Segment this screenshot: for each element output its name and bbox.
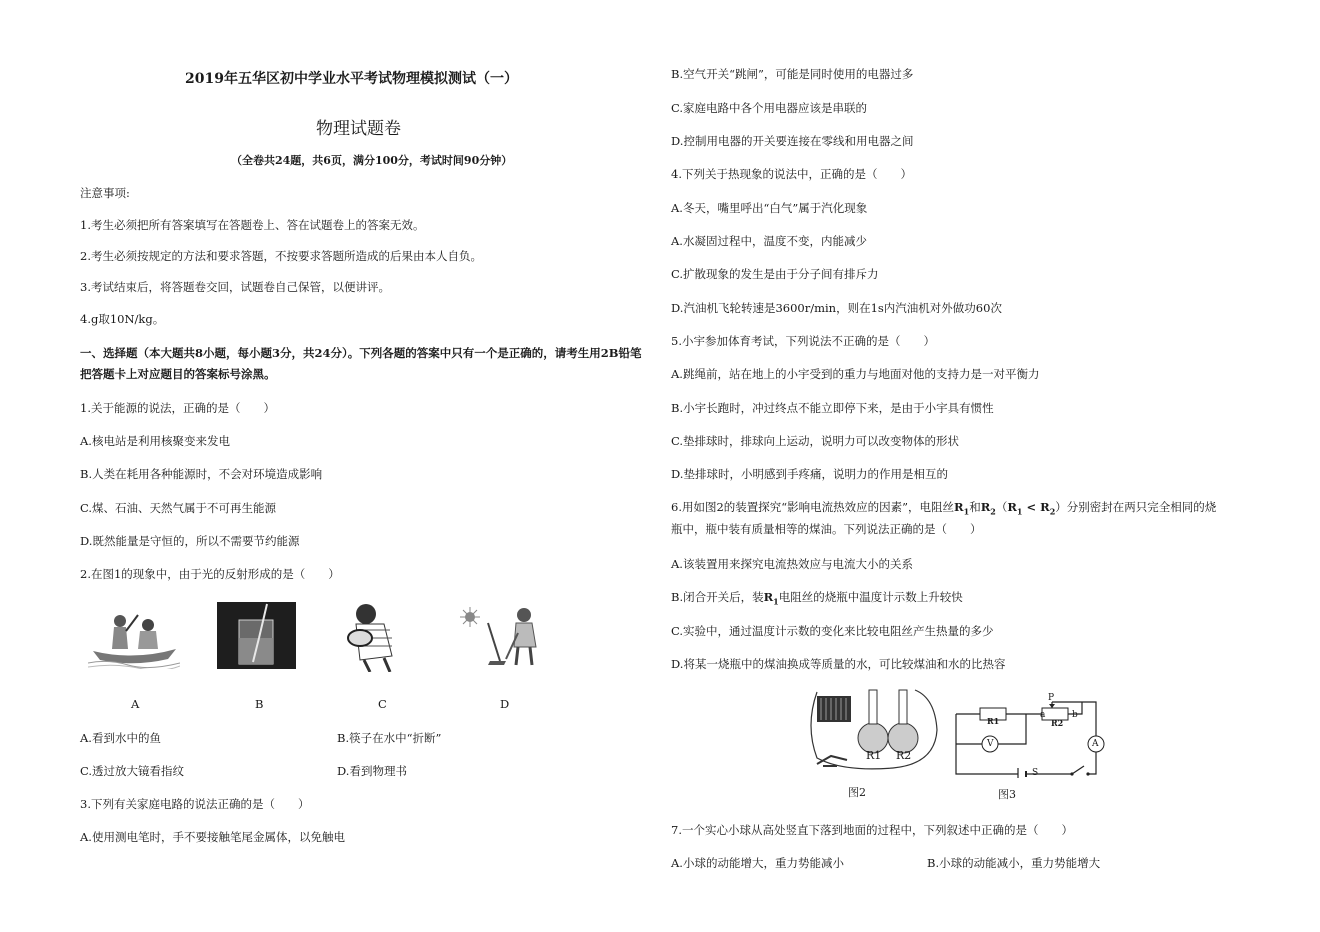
- cmp-lt: <: [1022, 500, 1041, 514]
- q6-optb-r: R: [763, 590, 774, 604]
- q6-stem-line2: 瓶中，瓶中装有质量相等的煤油。下列说法正确的是（ ）: [671, 522, 982, 536]
- q4-option: D.汽油机飞轮转速是3600r/min，则在1s内汽油机对外做功60次: [671, 301, 1002, 315]
- q5-option: D.垫排球时，小明感到手疼痛，说明力的作用是相互的: [671, 467, 948, 481]
- notes-heading: 注意事项:: [80, 186, 130, 200]
- q3-option: D.控制用电器的开关要连接在零线和用电器之间: [671, 134, 914, 148]
- q6-option: [671, 590, 963, 608]
- q1-option: B.人类在耗用各种能源时，不会对环境造成影响: [80, 467, 323, 481]
- note-item: 1.考生必须把所有答案填写在答题卷上、答在试题卷上的答案无效。: [80, 218, 425, 232]
- r1-subscript: 1: [963, 506, 970, 517]
- fig1-book-image: [458, 603, 553, 668]
- fig2-caption: 图2: [848, 786, 866, 799]
- q4-option: C.扩散现象的发生是由于分子间有排斥力: [671, 267, 879, 281]
- fig3-r1-label: R1: [987, 716, 1000, 726]
- q4-option: A.冬天，嘴里呼出“白气”属于汽化现象: [671, 201, 868, 215]
- q2-option: A.看到水中的鱼: [80, 731, 161, 745]
- q6-paren: （: [995, 500, 1008, 514]
- cmp-r2-sub: 2: [1049, 506, 1056, 517]
- fig3-b-label: b: [1072, 710, 1078, 720]
- q3-option: C.家庭电路中各个用电器应该是串联的: [671, 101, 868, 115]
- q6-and: 和: [969, 500, 981, 514]
- fig3-r2-label: R2: [1051, 718, 1064, 728]
- fig1-boat-image: [88, 603, 180, 669]
- note-item: 4.g取10N/kg。: [80, 312, 165, 326]
- q1-stem: 1.关于能源的说法，正确的是（ ）: [80, 401, 275, 415]
- q4-option: A.水凝固过程中，温度不变，内能减少: [671, 234, 867, 248]
- fig1-label-c: C: [378, 697, 387, 711]
- cmp-r1-sub: 1: [1016, 506, 1023, 517]
- fig1-chopstick-image: [217, 602, 296, 669]
- q6-optb-sub: 1: [773, 596, 779, 607]
- q6-stem-text2: ）分别密封在两只完全相同的烧: [1055, 500, 1217, 514]
- fig3-p-label: P: [1048, 693, 1055, 703]
- q1-option: A.核电站是利用核聚变来发电: [80, 434, 230, 448]
- exam-subtitle: 物理试题卷: [316, 119, 401, 139]
- q3-stem: 3.下列有关家庭电路的说法正确的是（ ）: [80, 797, 310, 811]
- fig1-label-a: A: [131, 697, 140, 711]
- q2-option: C.透过放大镜看指纹: [80, 764, 185, 778]
- q2-option: D.看到物理书: [337, 764, 407, 778]
- q6-option: A.该装置用来探究电流热效应与电流大小的关系: [671, 557, 913, 571]
- q5-option: A.跳绳前，站在地上的小宇受到的重力与地面对他的支持力是一对平衡力: [671, 367, 1040, 381]
- exam-info: （全卷共24题，共6页，满分100分，考试时间90分钟）: [231, 154, 513, 167]
- q2-option: B.筷子在水中“折断”: [337, 731, 442, 745]
- r2-symbol: R: [980, 500, 991, 514]
- fig2-r1-label: R1: [866, 749, 882, 762]
- note-item: 3.考试结束后，将答题卷交回，试题卷自己保管，以便讲评。: [80, 280, 390, 294]
- note-item: 2.考生必须按规定的方法和要求答题，不按要求答题所造成的后果由本人自负。: [80, 249, 482, 263]
- cmp-r2: R: [1040, 500, 1050, 514]
- fig1-label-b: B: [255, 697, 264, 711]
- q6-optb-post: 电阻丝的烧瓶中温度计示数上升较快: [778, 590, 963, 604]
- q4-stem: 4.下列关于热现象的说法中，正确的是（ ）: [671, 167, 912, 181]
- q5-stem: 5.小宇参加体育考试，下列说法不正确的是（ ）: [671, 334, 935, 348]
- fig3-circuit: [952, 694, 1112, 778]
- section-heading-line2: 把答题卡上对应题目的答案标号涂黑。: [80, 367, 276, 381]
- q5-option: B.小宇长跑时，冲过终点不能立即停下来，是由于小宇具有惯性: [671, 401, 994, 415]
- q2-stem: 2.在图1的现象中，由于光的反射形成的是（ ）: [80, 567, 340, 581]
- q3-option: B.空气开关“跳闸”，可能是同时使用的电器过多: [671, 67, 914, 81]
- fig3-a-label: a: [1040, 710, 1046, 720]
- q6-stem-text: 6.用如图2的装置探究“影响电流热效应的因素”，电阻丝: [671, 500, 955, 514]
- fig2-r2-label: R2: [896, 749, 912, 762]
- q1-option: C.煤、石油、天然气属于不可再生能源: [80, 501, 277, 515]
- fig1-label-d: D: [500, 697, 510, 711]
- fig3-voltmeter-label: V: [987, 739, 994, 749]
- q3-option: A.使用测电笔时，手不要接触笔尾金属体，以免触电: [80, 830, 345, 844]
- q7-option: B.小球的动能减小，重力势能增大: [927, 856, 1101, 870]
- section-heading-line1: 一、选择题（本大题共8小题，每小题3分，共24分）。下列各题的答案中只有一个是正确的，请考生用2B铅笔: [80, 346, 642, 360]
- q1-option: D.既然能量是守恒的，所以不需要节约能源: [80, 534, 300, 548]
- q7-stem: 7.一个实心小球从高处竖直下落到地面的过程中，下列叙述中正确的是（ ）: [671, 823, 1073, 837]
- q6-option: C.实验中，通过温度计示数的变化来比较电阻丝产生热量的多少: [671, 624, 994, 638]
- fig1-magnifier-image: [340, 600, 420, 672]
- q7-option: A.小球的动能增大，重力势能减小: [671, 856, 844, 870]
- r1-symbol: R: [954, 500, 964, 514]
- fig3-switch-label: S: [1032, 768, 1039, 778]
- q6-stem-line1: [671, 500, 1216, 518]
- fig3-caption: 图3: [998, 788, 1016, 801]
- cmp-r1: R: [1007, 500, 1017, 514]
- exam-title: 2019年五华区初中学业水平考试物理模拟测试（一）: [185, 71, 518, 87]
- r2-subscript: 2: [990, 506, 996, 517]
- fig3-ammeter-label: A: [1092, 739, 1099, 749]
- q6-option: D.将某一烧瓶中的煤油换成等质量的水，可比较煤油和水的比热容: [671, 657, 1006, 671]
- q5-option: C.垫排球时，排球向上运动，说明力可以改变物体的形状: [671, 434, 960, 448]
- q6-optb-pre: B.闭合开关后，装: [671, 590, 764, 604]
